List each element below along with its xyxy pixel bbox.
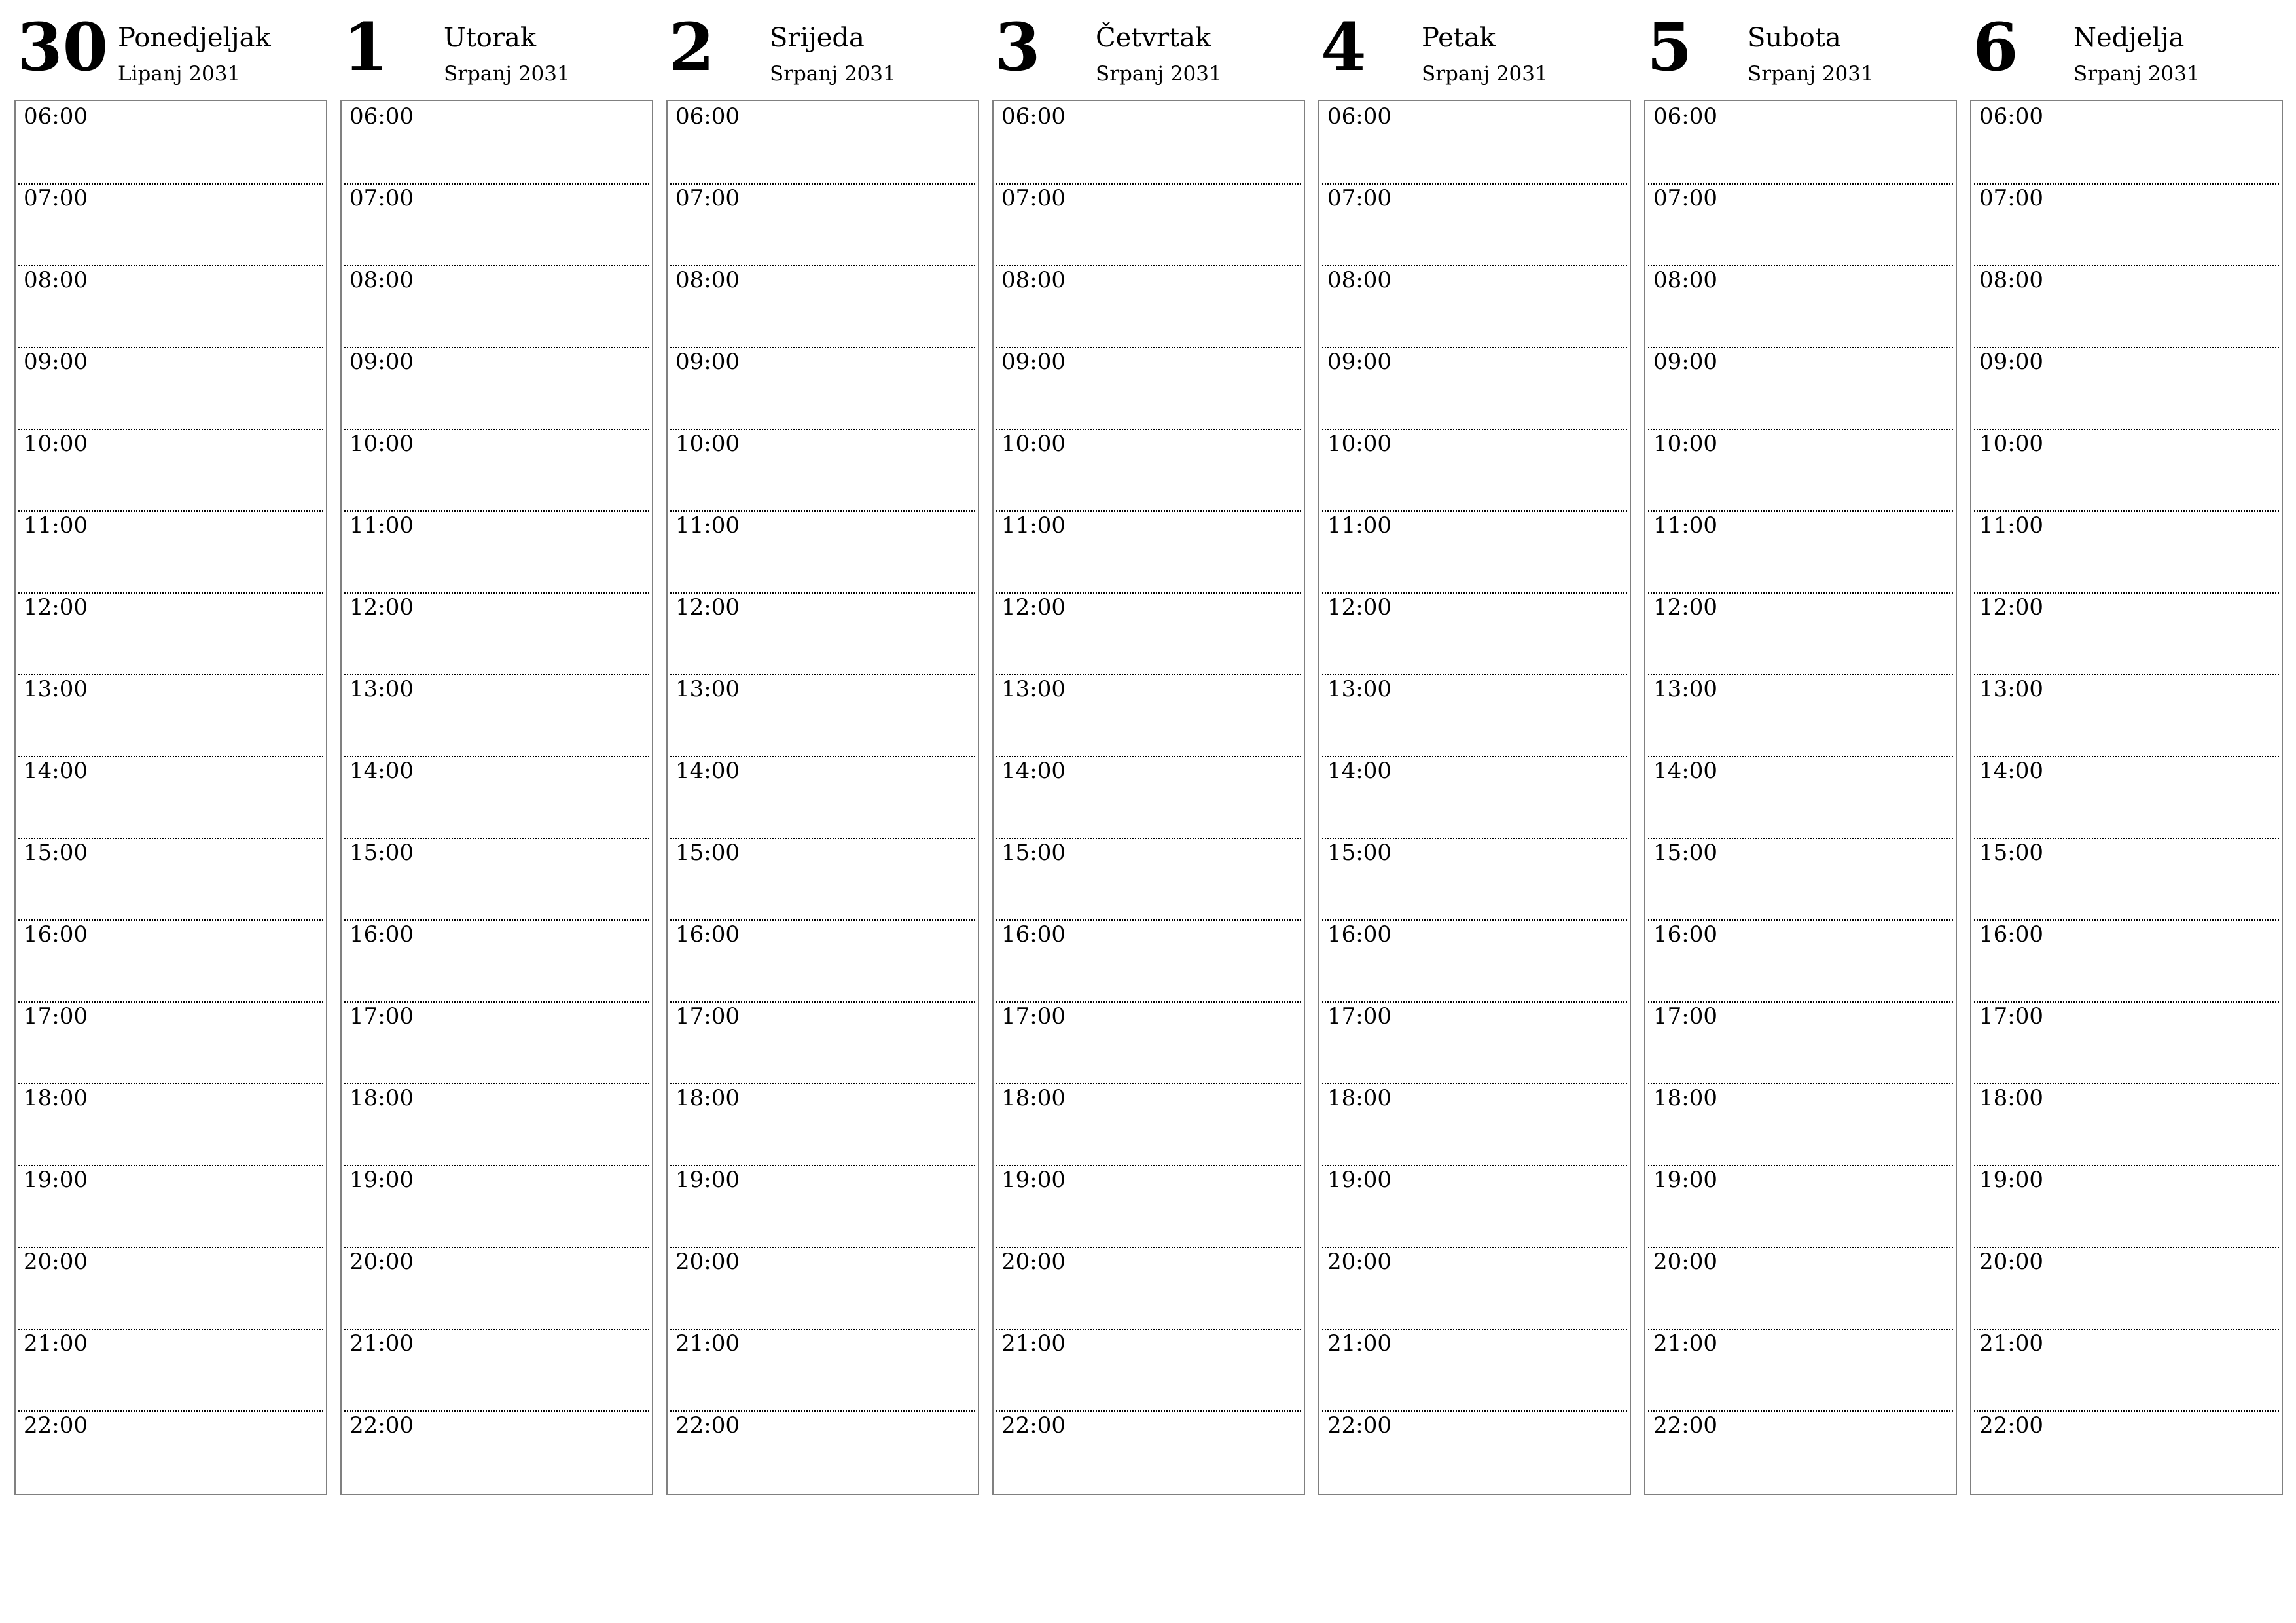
time-slot-label: 13:00	[1979, 676, 2043, 702]
time-slot-label: 18:00	[350, 1085, 414, 1111]
time-slot-label: 09:00	[675, 349, 740, 375]
time-slot-label: 13:00	[1327, 676, 1391, 702]
time-slot-label: 06:00	[1001, 103, 1066, 130]
time-slot-label: 09:00	[1653, 349, 1717, 375]
time-slot-label: 10:00	[1327, 431, 1391, 457]
time-slot[interactable]	[1648, 1247, 1953, 1330]
time-slot-label: 22:00	[1001, 1412, 1066, 1438]
time-slot-label: 15:00	[24, 840, 88, 866]
time-slot[interactable]	[670, 347, 975, 430]
time-slot-label: 11:00	[24, 512, 88, 539]
time-slot-label: 18:00	[1979, 1085, 2043, 1111]
time-slot-label: 17:00	[1979, 1003, 2043, 1029]
time-slot[interactable]	[1648, 1165, 1953, 1248]
time-slot[interactable]	[670, 1329, 975, 1412]
time-slot[interactable]	[344, 1247, 649, 1330]
time-slot[interactable]	[18, 1329, 323, 1412]
time-slot[interactable]	[1974, 1165, 2279, 1248]
time-slot[interactable]	[18, 838, 323, 921]
time-slot-label: 12:00	[1001, 594, 1066, 620]
time-slot[interactable]	[1322, 347, 1627, 430]
time-slot-label: 18:00	[24, 1085, 88, 1111]
time-slot-label: 22:00	[1327, 1412, 1391, 1438]
time-slot-label: 20:00	[24, 1249, 88, 1275]
time-slot-label: 13:00	[675, 676, 740, 702]
time-slot[interactable]	[344, 1165, 649, 1248]
time-slot[interactable]	[996, 183, 1301, 266]
time-slot[interactable]	[18, 1083, 323, 1166]
time-slot-label: 19:00	[675, 1167, 740, 1193]
time-slot-label: 10:00	[24, 431, 88, 457]
day-number: 30	[17, 9, 109, 86]
time-slot-label: 07:00	[1001, 185, 1066, 211]
time-slot[interactable]	[18, 592, 323, 675]
time-slot[interactable]	[1974, 1001, 2279, 1084]
day-header	[666, 0, 979, 99]
day-number: 5	[1647, 9, 1693, 86]
time-slot[interactable]	[1322, 1001, 1627, 1084]
time-slot-label: 08:00	[1979, 267, 2043, 293]
time-slot[interactable]	[670, 265, 975, 348]
time-slot-label: 19:00	[1653, 1167, 1717, 1193]
time-slot[interactable]	[996, 265, 1301, 348]
time-slot-label: 14:00	[675, 758, 740, 784]
time-slot-label: 07:00	[1979, 185, 2043, 211]
time-slot[interactable]	[1974, 183, 2279, 266]
time-slot-label: 13:00	[24, 676, 88, 702]
time-slot-label: 14:00	[350, 758, 414, 784]
time-slot-label: 08:00	[675, 267, 740, 293]
time-slot[interactable]	[1322, 101, 1627, 185]
time-slot[interactable]	[18, 674, 323, 757]
time-slot[interactable]	[996, 756, 1301, 839]
time-slot[interactable]	[18, 347, 323, 430]
time-slot-label: 12:00	[24, 594, 88, 620]
time-slot[interactable]	[18, 510, 323, 594]
time-slot-label: 22:00	[24, 1412, 88, 1438]
day-schedule-box	[1970, 100, 2283, 1495]
time-slot[interactable]	[1974, 919, 2279, 1003]
day-column	[992, 0, 1305, 1499]
time-slot-label: 19:00	[1979, 1167, 2043, 1193]
time-slot[interactable]	[344, 592, 649, 675]
time-slot[interactable]	[1322, 1410, 1627, 1492]
time-slot-label: 11:00	[1001, 512, 1066, 539]
day-schedule-box	[340, 100, 653, 1495]
time-slot[interactable]	[18, 429, 323, 512]
time-slot[interactable]	[1974, 265, 2279, 348]
day-schedule-box	[992, 100, 1305, 1495]
time-slot[interactable]	[1648, 1410, 1953, 1492]
time-slot[interactable]	[344, 429, 649, 512]
time-slot-label: 15:00	[675, 840, 740, 866]
time-slot[interactable]	[18, 1165, 323, 1248]
time-slot-label: 21:00	[1979, 1330, 2043, 1357]
day-number: 1	[343, 9, 389, 86]
time-slot-label: 15:00	[350, 840, 414, 866]
time-slot[interactable]	[670, 429, 975, 512]
day-number: 2	[669, 9, 715, 86]
time-slot-label: 09:00	[1979, 349, 2043, 375]
time-slot[interactable]	[344, 838, 649, 921]
time-slot-label: 16:00	[24, 921, 88, 948]
time-slot[interactable]	[670, 510, 975, 594]
time-slot[interactable]	[1648, 674, 1953, 757]
time-slot[interactable]	[1974, 674, 2279, 757]
day-number: 6	[1973, 9, 2018, 86]
time-slot-label: 11:00	[1327, 512, 1391, 539]
time-slot[interactable]	[1322, 756, 1627, 839]
time-slot-label: 10:00	[1001, 431, 1066, 457]
time-slot-label: 17:00	[675, 1003, 740, 1029]
time-slot[interactable]	[670, 1001, 975, 1084]
time-slot-label: 15:00	[1979, 840, 2043, 866]
time-slot-label: 21:00	[1653, 1330, 1717, 1357]
time-slot[interactable]	[996, 101, 1301, 185]
time-slot[interactable]	[1322, 592, 1627, 675]
time-slot-label: 08:00	[1653, 267, 1717, 293]
time-slot[interactable]	[1648, 592, 1953, 675]
time-slot-label: 21:00	[350, 1330, 414, 1357]
time-slot[interactable]	[18, 1410, 323, 1492]
day-name: Utorak	[444, 23, 537, 53]
time-slot[interactable]	[1648, 1001, 1953, 1084]
time-slot-label: 19:00	[24, 1167, 88, 1193]
time-slot[interactable]	[18, 1001, 323, 1084]
day-name: Nedjelja	[2073, 23, 2185, 53]
time-slot[interactable]	[996, 1165, 1301, 1248]
time-slot[interactable]	[18, 183, 323, 266]
time-slot[interactable]	[1648, 429, 1953, 512]
time-slot-label: 20:00	[1327, 1249, 1391, 1275]
time-slot[interactable]	[344, 1083, 649, 1166]
time-slot[interactable]	[344, 674, 649, 757]
time-slot[interactable]	[1974, 1083, 2279, 1166]
time-slot[interactable]	[1648, 265, 1953, 348]
time-slot[interactable]	[996, 1083, 1301, 1166]
time-slot[interactable]	[18, 265, 323, 348]
time-slot[interactable]	[1322, 1329, 1627, 1412]
time-slot[interactable]	[670, 1165, 975, 1248]
time-slot[interactable]	[1322, 183, 1627, 266]
day-name: Subota	[1748, 23, 1841, 53]
time-slot[interactable]	[996, 1410, 1301, 1492]
time-slot-label: 20:00	[1979, 1249, 2043, 1275]
time-slot-label: 13:00	[1653, 676, 1717, 702]
time-slot[interactable]	[1322, 919, 1627, 1003]
time-slot[interactable]	[996, 347, 1301, 430]
time-slot[interactable]	[344, 265, 649, 348]
day-header	[992, 0, 1305, 99]
day-column	[14, 0, 327, 1499]
time-slot[interactable]	[1974, 1329, 2279, 1412]
time-slot-label: 21:00	[24, 1330, 88, 1357]
day-header	[1318, 0, 1631, 99]
time-slot-label: 20:00	[1653, 1249, 1717, 1275]
time-slot[interactable]	[1322, 429, 1627, 512]
time-slot[interactable]	[344, 756, 649, 839]
time-slot-label: 14:00	[1327, 758, 1391, 784]
day-month-year: Srpanj 2031	[1748, 62, 1874, 86]
time-slot[interactable]	[996, 919, 1301, 1003]
day-name: Petak	[1422, 23, 1496, 53]
time-slot[interactable]	[1974, 101, 2279, 185]
time-slot-label: 22:00	[1979, 1412, 2043, 1438]
time-slot-label: 19:00	[1327, 1167, 1391, 1193]
time-slot-label: 06:00	[1653, 103, 1717, 130]
time-slot[interactable]	[670, 1410, 975, 1492]
time-slot-label: 22:00	[675, 1412, 740, 1438]
time-slot-label: 07:00	[1327, 185, 1391, 211]
day-column	[340, 0, 653, 1499]
time-slot[interactable]	[1648, 919, 1953, 1003]
day-column	[1970, 0, 2283, 1499]
day-column	[666, 0, 979, 1499]
time-slot-label: 07:00	[1653, 185, 1717, 211]
day-schedule-box	[1644, 100, 1957, 1495]
time-slot[interactable]	[1648, 101, 1953, 185]
time-slot[interactable]	[1974, 838, 2279, 921]
time-slot-label: 17:00	[1653, 1003, 1717, 1029]
time-slot-label: 16:00	[1979, 921, 2043, 948]
day-schedule-box	[666, 100, 979, 1495]
time-slot[interactable]	[1322, 1083, 1627, 1166]
time-slot[interactable]	[670, 183, 975, 266]
day-month-year: Srpanj 2031	[2073, 62, 2200, 86]
day-header	[340, 0, 653, 99]
day-column	[1644, 0, 1957, 1499]
time-slot-label: 19:00	[350, 1167, 414, 1193]
time-slot-label: 21:00	[1327, 1330, 1391, 1357]
time-slot[interactable]	[670, 674, 975, 757]
time-slot[interactable]	[1322, 1247, 1627, 1330]
time-slot-label: 12:00	[1653, 594, 1717, 620]
time-slot[interactable]	[18, 101, 323, 185]
time-slot[interactable]	[1648, 1329, 1953, 1412]
time-slot[interactable]	[1974, 510, 2279, 594]
day-month-year: Srpanj 2031	[1096, 62, 1222, 86]
time-slot[interactable]	[344, 919, 649, 1003]
time-slot[interactable]	[344, 183, 649, 266]
day-name: Ponedjeljak	[118, 23, 271, 53]
time-slot[interactable]	[18, 756, 323, 839]
day-month-year: Srpanj 2031	[770, 62, 896, 86]
time-slot[interactable]	[996, 1247, 1301, 1330]
time-slot[interactable]	[1648, 838, 1953, 921]
time-slot-label: 16:00	[350, 921, 414, 948]
time-slot[interactable]	[996, 510, 1301, 594]
time-slot-label: 21:00	[1001, 1330, 1066, 1357]
time-slot-label: 15:00	[1327, 840, 1391, 866]
time-slot-label: 20:00	[1001, 1249, 1066, 1275]
time-slot[interactable]	[1648, 1083, 1953, 1166]
time-slot[interactable]	[344, 1410, 649, 1492]
time-slot-label: 16:00	[1327, 921, 1391, 948]
time-slot[interactable]	[670, 756, 975, 839]
time-slot-label: 12:00	[1327, 594, 1391, 620]
time-slot-label: 11:00	[350, 512, 414, 539]
time-slot-label: 06:00	[1327, 103, 1391, 130]
time-slot-label: 11:00	[1979, 512, 2043, 539]
time-slot-label: 15:00	[1001, 840, 1066, 866]
time-slot-label: 15:00	[1653, 840, 1717, 866]
time-slot-label: 12:00	[350, 594, 414, 620]
time-slot[interactable]	[344, 1001, 649, 1084]
time-slot[interactable]	[996, 838, 1301, 921]
time-slot-label: 14:00	[1001, 758, 1066, 784]
time-slot[interactable]	[670, 838, 975, 921]
day-header	[1644, 0, 1957, 99]
time-slot-label: 11:00	[1653, 512, 1717, 539]
time-slot-label: 18:00	[1001, 1085, 1066, 1111]
time-slot[interactable]	[344, 101, 649, 185]
time-slot[interactable]	[996, 674, 1301, 757]
time-slot-label: 19:00	[1001, 1167, 1066, 1193]
time-slot-label: 16:00	[1001, 921, 1066, 948]
time-slot[interactable]	[18, 919, 323, 1003]
day-schedule-box	[1318, 100, 1631, 1495]
day-number: 3	[995, 9, 1041, 86]
time-slot-label: 09:00	[24, 349, 88, 375]
time-slot[interactable]	[1974, 1410, 2279, 1492]
time-slot[interactable]	[1974, 756, 2279, 839]
time-slot-label: 21:00	[675, 1330, 740, 1357]
time-slot-label: 06:00	[675, 103, 740, 130]
time-slot-label: 16:00	[1653, 921, 1717, 948]
time-slot-label: 18:00	[1327, 1085, 1391, 1111]
time-slot-label: 07:00	[675, 185, 740, 211]
time-slot-label: 20:00	[350, 1249, 414, 1275]
time-slot-label: 07:00	[24, 185, 88, 211]
time-slot[interactable]	[1974, 1247, 2279, 1330]
time-slot-label: 09:00	[350, 349, 414, 375]
time-slot-label: 10:00	[675, 431, 740, 457]
time-slot-label: 14:00	[1653, 758, 1717, 784]
time-slot[interactable]	[1322, 838, 1627, 921]
day-header	[1970, 0, 2283, 99]
time-slot-label: 22:00	[350, 1412, 414, 1438]
time-slot-label: 07:00	[350, 185, 414, 211]
time-slot-label: 06:00	[24, 103, 88, 130]
time-slot-label: 18:00	[675, 1085, 740, 1111]
time-slot[interactable]	[1322, 674, 1627, 757]
time-slot[interactable]	[670, 592, 975, 675]
time-slot[interactable]	[344, 347, 649, 430]
time-slot[interactable]	[670, 1247, 975, 1330]
time-slot-label: 08:00	[1001, 267, 1066, 293]
day-header	[14, 0, 327, 99]
day-column	[1318, 0, 1631, 1499]
time-slot-label: 17:00	[24, 1003, 88, 1029]
time-slot-label: 10:00	[1979, 431, 2043, 457]
time-slot-label: 10:00	[350, 431, 414, 457]
time-slot-label: 14:00	[24, 758, 88, 784]
time-slot-label: 12:00	[675, 594, 740, 620]
time-slot[interactable]	[670, 101, 975, 185]
time-slot-label: 06:00	[1979, 103, 2043, 130]
time-slot[interactable]	[670, 919, 975, 1003]
day-name: Četvrtak	[1096, 23, 1211, 53]
time-slot-label: 12:00	[1979, 594, 2043, 620]
time-slot[interactable]	[18, 1247, 323, 1330]
time-slot[interactable]	[344, 1329, 649, 1412]
time-slot-label: 17:00	[1001, 1003, 1066, 1029]
time-slot[interactable]	[996, 1001, 1301, 1084]
time-slot[interactable]	[1322, 510, 1627, 594]
time-slot[interactable]	[996, 429, 1301, 512]
time-slot-label: 18:00	[1653, 1085, 1717, 1111]
time-slot[interactable]	[1322, 1165, 1627, 1248]
time-slot-label: 09:00	[1327, 349, 1391, 375]
time-slot[interactable]	[996, 1329, 1301, 1412]
time-slot[interactable]	[1648, 756, 1953, 839]
time-slot-label: 08:00	[1327, 267, 1391, 293]
time-slot-label: 06:00	[350, 103, 414, 130]
time-slot[interactable]	[1974, 429, 2279, 512]
time-slot-label: 13:00	[350, 676, 414, 702]
time-slot[interactable]	[344, 510, 649, 594]
day-month-year: Lipanj 2031	[118, 62, 241, 86]
time-slot[interactable]	[996, 592, 1301, 675]
time-slot-label: 13:00	[1001, 676, 1066, 702]
time-slot-label: 10:00	[1653, 431, 1717, 457]
day-name: Srijeda	[770, 23, 865, 53]
time-slot-label: 17:00	[1327, 1003, 1391, 1029]
day-month-year: Srpanj 2031	[444, 62, 570, 86]
time-slot[interactable]	[1648, 510, 1953, 594]
time-slot-label: 09:00	[1001, 349, 1066, 375]
time-slot[interactable]	[1322, 265, 1627, 348]
time-slot-label: 17:00	[350, 1003, 414, 1029]
day-month-year: Srpanj 2031	[1422, 62, 1548, 86]
time-slot-label: 08:00	[24, 267, 88, 293]
time-slot[interactable]	[670, 1083, 975, 1166]
time-slot-label: 11:00	[675, 512, 740, 539]
time-slot-label: 14:00	[1979, 758, 2043, 784]
time-slot[interactable]	[1974, 592, 2279, 675]
time-slot-label: 08:00	[350, 267, 414, 293]
time-slot-label: 16:00	[675, 921, 740, 948]
time-slot-label: 20:00	[675, 1249, 740, 1275]
time-slot-label: 22:00	[1653, 1412, 1717, 1438]
day-schedule-box	[14, 100, 327, 1495]
time-slot[interactable]	[1648, 183, 1953, 266]
time-slot[interactable]	[1974, 347, 2279, 430]
time-slot[interactable]	[1648, 347, 1953, 430]
day-number: 4	[1321, 9, 1367, 86]
